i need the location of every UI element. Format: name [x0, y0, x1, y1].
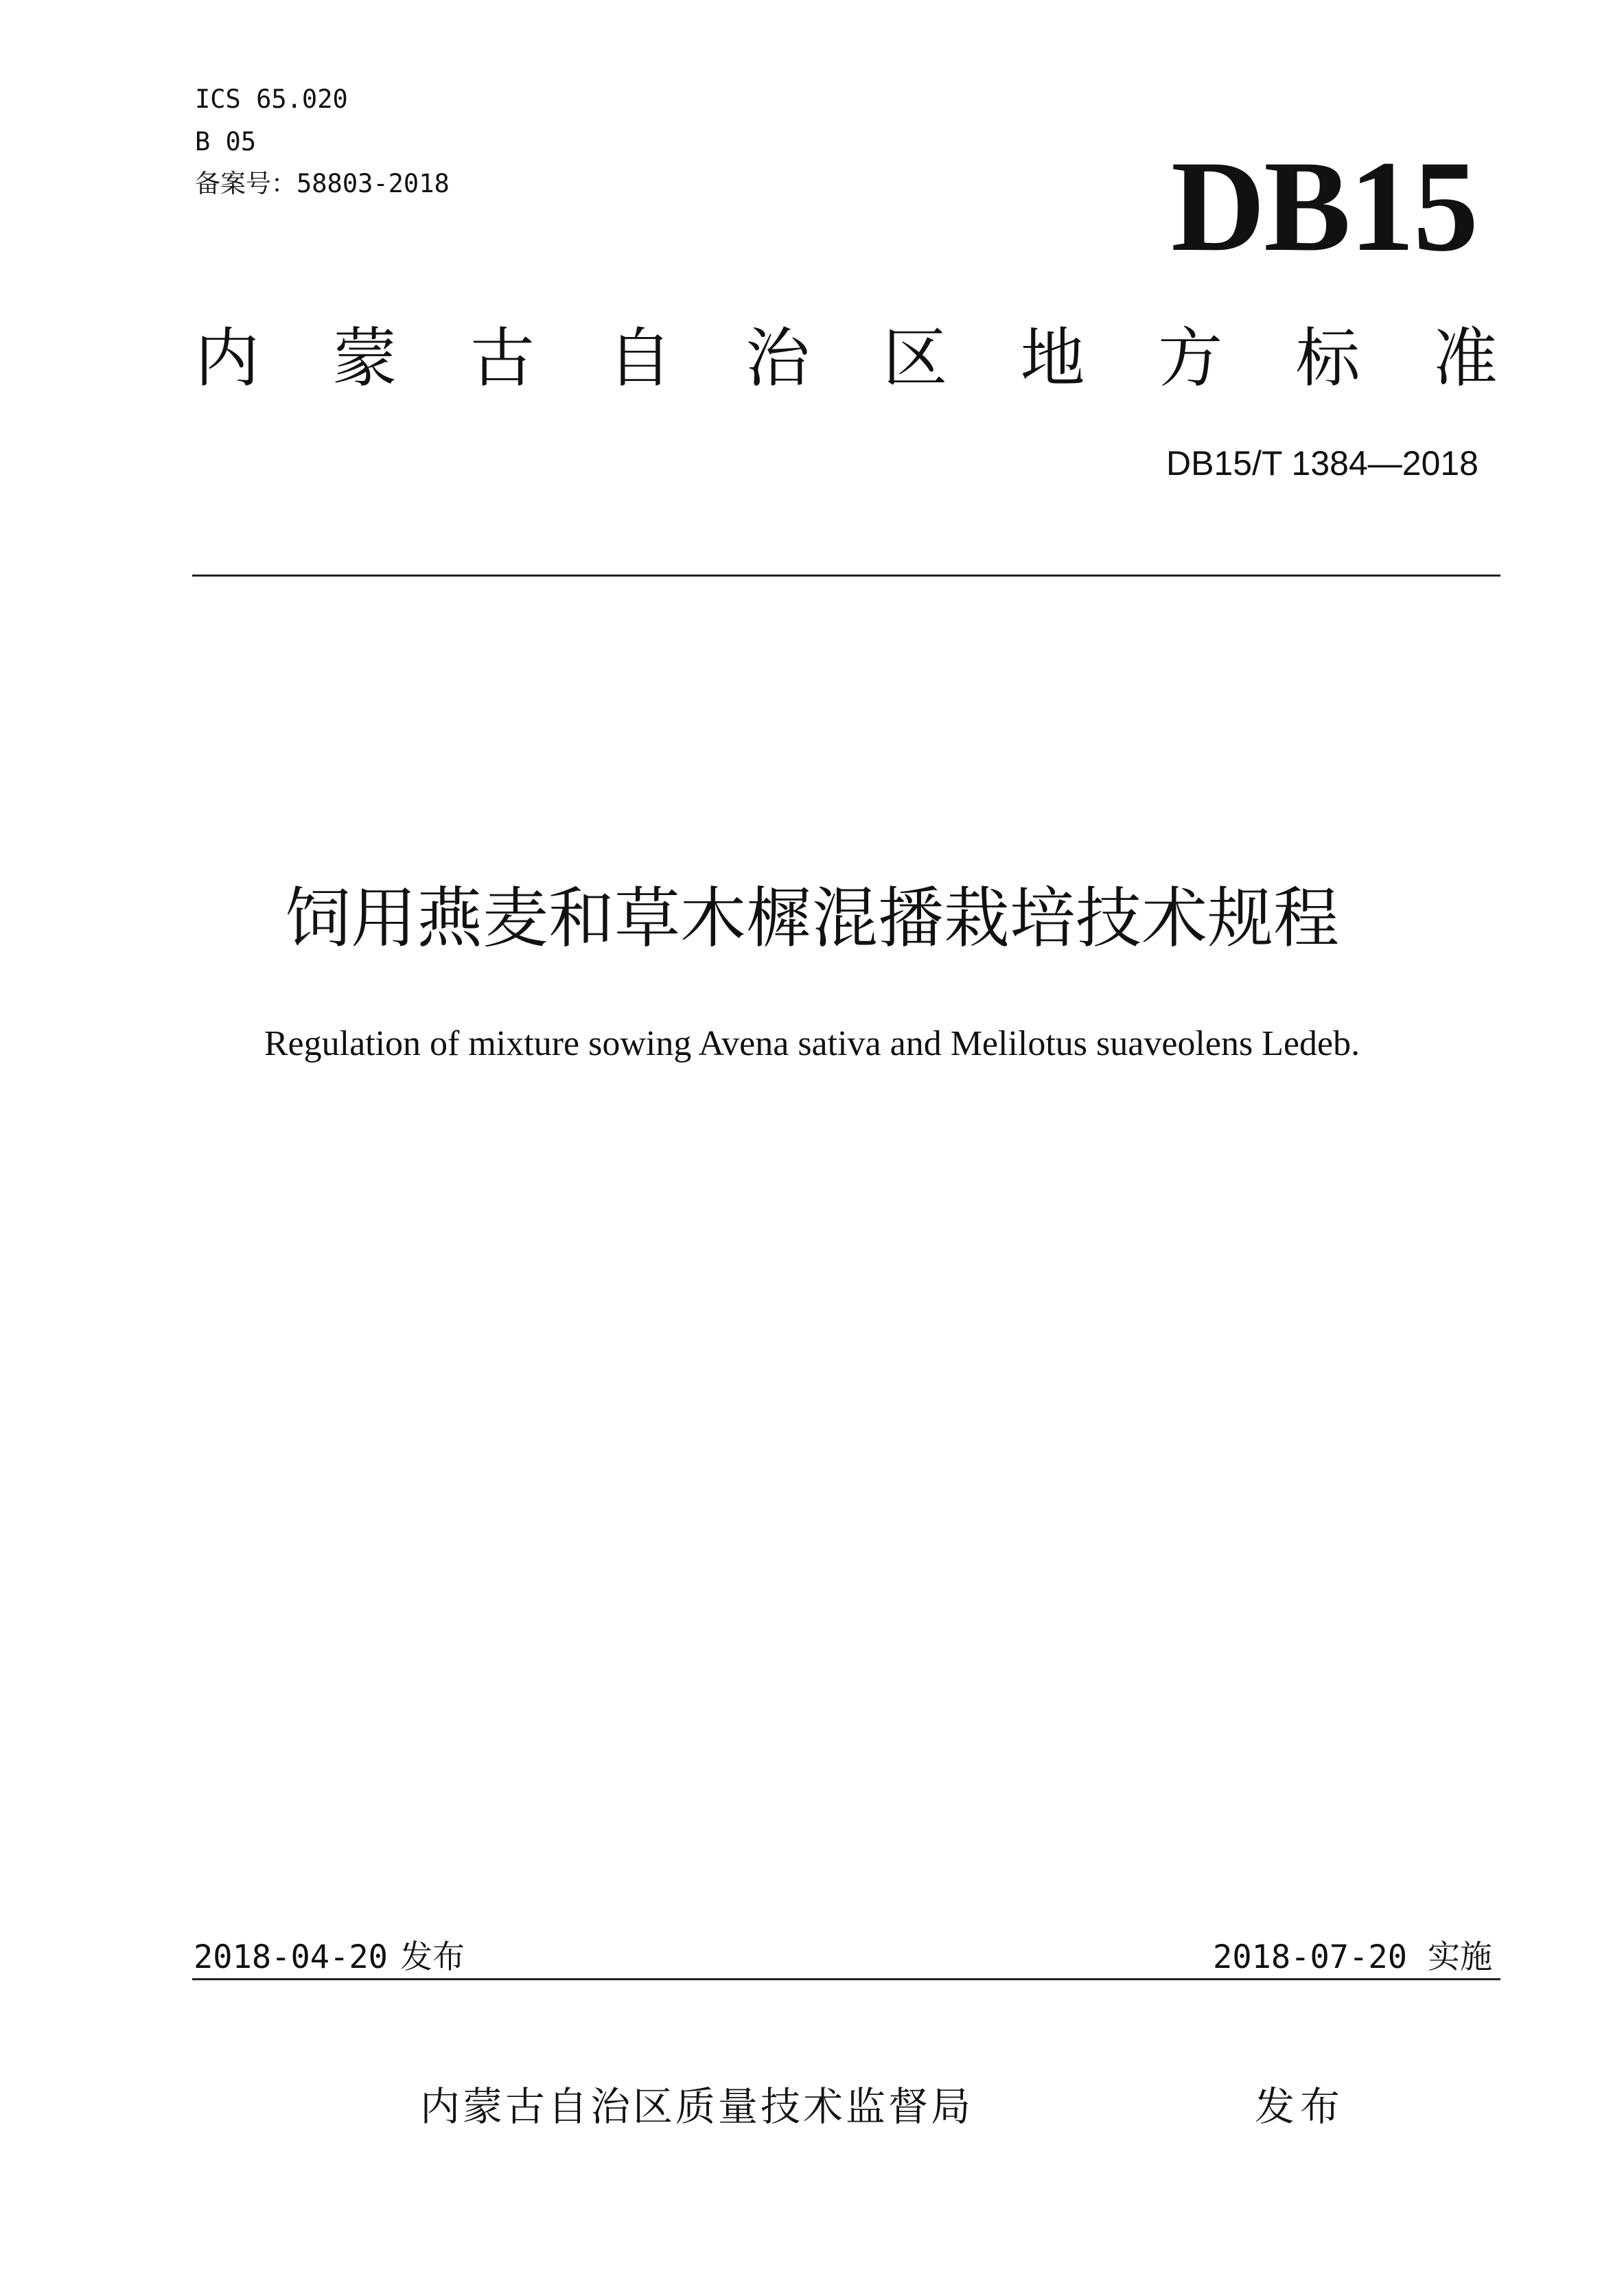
release-date: 2018-04-20	[194, 1938, 388, 1976]
category-char: 地	[1020, 321, 1085, 396]
ics-code: ICS 65.020	[195, 84, 348, 114]
category-char: 区	[883, 321, 948, 396]
filing-number: 备案号：58803-2018	[195, 169, 450, 198]
standard-mark: DB15	[1171, 135, 1477, 279]
release-date-line	[194, 1938, 465, 1976]
implement-date: 2018-07-20	[1213, 1938, 1407, 1976]
category-char: 方	[1158, 321, 1223, 396]
category-char: 治	[745, 321, 810, 396]
category-char: 蒙	[332, 321, 397, 396]
category-char: 自	[607, 321, 673, 396]
standard-category	[195, 321, 1498, 397]
category-char: 内	[195, 321, 260, 396]
release-label: 发布	[399, 1938, 465, 1976]
issuing-authority: 内蒙古自治区质量技术监督局	[420, 2083, 974, 2130]
implement-date-line	[1213, 1938, 1492, 1976]
category-char: 标	[1295, 321, 1360, 396]
issue-label: 发布	[1255, 2083, 1346, 2130]
category-char: 准	[1432, 321, 1498, 396]
title-english: Regulation of mixture sowing Avena sativa and Melilotus suaveolens Ledeb.	[264, 1024, 1360, 1063]
ccs-code: B 05	[195, 127, 257, 156]
implement-label: 实施	[1428, 1938, 1492, 1976]
standard-number: DB15/T 1384—2018	[1166, 444, 1478, 483]
title-chinese: 饲用燕麦和草木樨混播栽培技术规程	[285, 880, 1339, 957]
category-char: 古	[469, 321, 535, 396]
header-divider	[192, 575, 1500, 577]
footer-divider	[192, 1978, 1500, 1980]
